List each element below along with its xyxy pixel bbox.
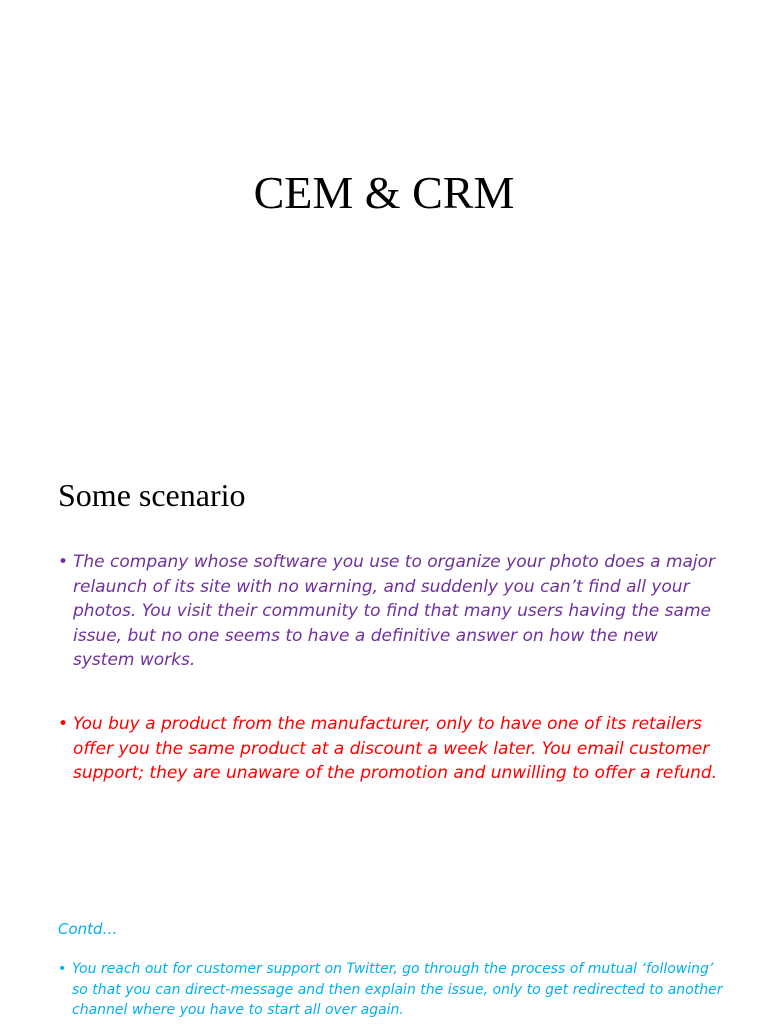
slide-title xyxy=(0,0,768,432)
bullet-item-product-discount xyxy=(58,712,718,786)
bullet-dot-icon: • xyxy=(58,552,69,572)
bullet-dot-icon: • xyxy=(58,714,69,734)
bullet-text: The company whose software you use to organize your photo does a major relaunch of its site with no warning, and suddenly you can’t find all your photos. You visit their community to find that many users having the same issue, but no one seems to have a definitive answer on how the new system works. xyxy=(73,552,716,670)
slide-heading: Some scenario xyxy=(58,477,246,513)
bullet-text: You reach out for customer support on Twitter, go through the process of mutual ‘following’ so that you can direct-message and then explain the issue, only to get redirected to another channel where you have to start all over again. xyxy=(72,961,723,1018)
slide-continued xyxy=(0,864,768,1024)
bullet-item-twitter-support xyxy=(58,959,728,1021)
bullet-item-photo-software xyxy=(58,550,718,673)
slide-scenario xyxy=(0,432,768,864)
slide-heading: Contd… xyxy=(58,920,118,938)
presentation-title: CEM & CRM xyxy=(253,167,515,218)
bullet-text: You buy a product from the manufacturer, only to have one of its retailers offer you the same product at a discount a week later. You email customer support; they are unaware of the promotion and unwilling to offer a refund. xyxy=(73,714,718,783)
bullet-dot-icon: • xyxy=(58,961,67,977)
